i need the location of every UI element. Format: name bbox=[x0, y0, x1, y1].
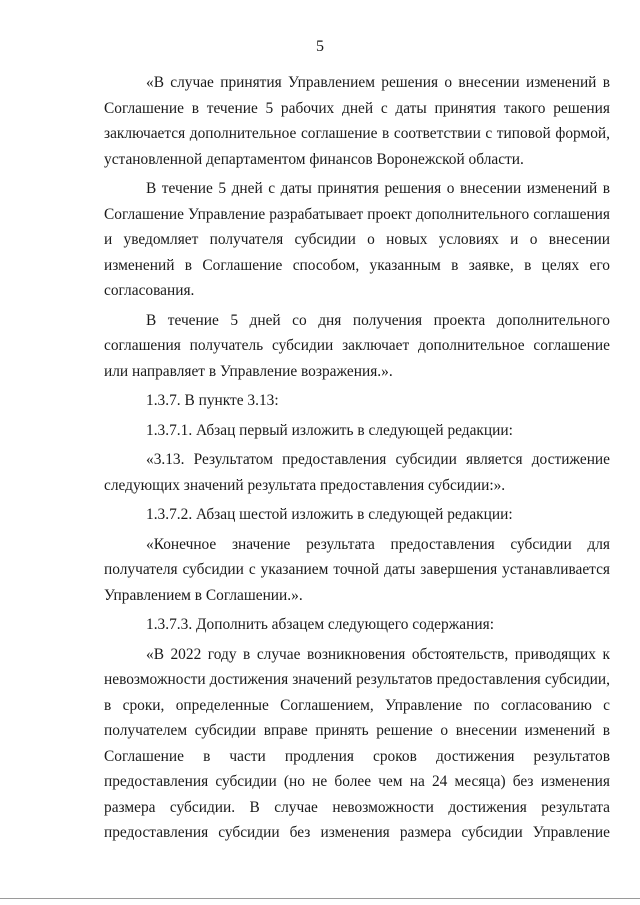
page-number: 5 bbox=[316, 38, 324, 55]
paragraph-10: «В 2022 году в случае возникновения обстоятельств, приводящих к невозможности достижения значений результатов предоставления субсидии, в сроки, определенные Соглашением, Управление по согласованию с получателем субсидии вправе принять решение о внесении изменений в Соглашение в части продления сроков достижения результатов предоставления субсидии (но не более чем на 24 месяца) без изменения размера субсидии. В случае невозможности достижения результата предоставления субсидии без изменения размера субсидии Управление bbox=[104, 645, 610, 841]
scan-edge-line bbox=[0, 898, 640, 899]
paragraph-5: 1.3.7.1. Абзац первый изложить в следующей редакции: bbox=[146, 421, 513, 439]
paragraph-2: В течение 5 дней с даты принятия решения о внесении изменений в Соглашение Управление разрабатывает проект дополнительного соглашения и уведомляет получателя субсидии о новых условиях и о внесении изменений в Соглашение способом, указанным в заявке, в целях его согласования. bbox=[104, 180, 610, 299]
paragraph-7: 1.3.7.2. Абзац шестой изложить в следующей редакции: bbox=[146, 506, 513, 523]
document-body bbox=[104, 70, 610, 846]
paragraph-9: 1.3.7.3. Дополнить абзацем следующего содержания: bbox=[146, 616, 494, 633]
paragraph-6: «3.13. Результатом предоставления субсидии является достижение следующих значений результата предоставления субсидии:». bbox=[104, 451, 610, 494]
paragraph-8: «Конечное значение результата предоставления субсидии для получателя субсидии с указанием точной даты завершения устанавливается Управлением в Соглашении.». bbox=[104, 535, 610, 604]
paragraph-1: «В случае принятия Управлением решения о внесении изменений в Соглашение в течение 5 рабочих дней с даты принятия такого решения заключается дополнительное соглашение в соответствии с типовой формой, установленной департаментом финансов Воронежской области. bbox=[104, 74, 610, 168]
paragraph-4: 1.3.7. В пункте 3.13: bbox=[146, 392, 279, 409]
paragraph-3: В течение 5 дней со дня получения проекта дополнительного соглашения получатель субсидии заключает дополнительное соглашение или направляет в Управление возражения.». bbox=[104, 311, 610, 380]
